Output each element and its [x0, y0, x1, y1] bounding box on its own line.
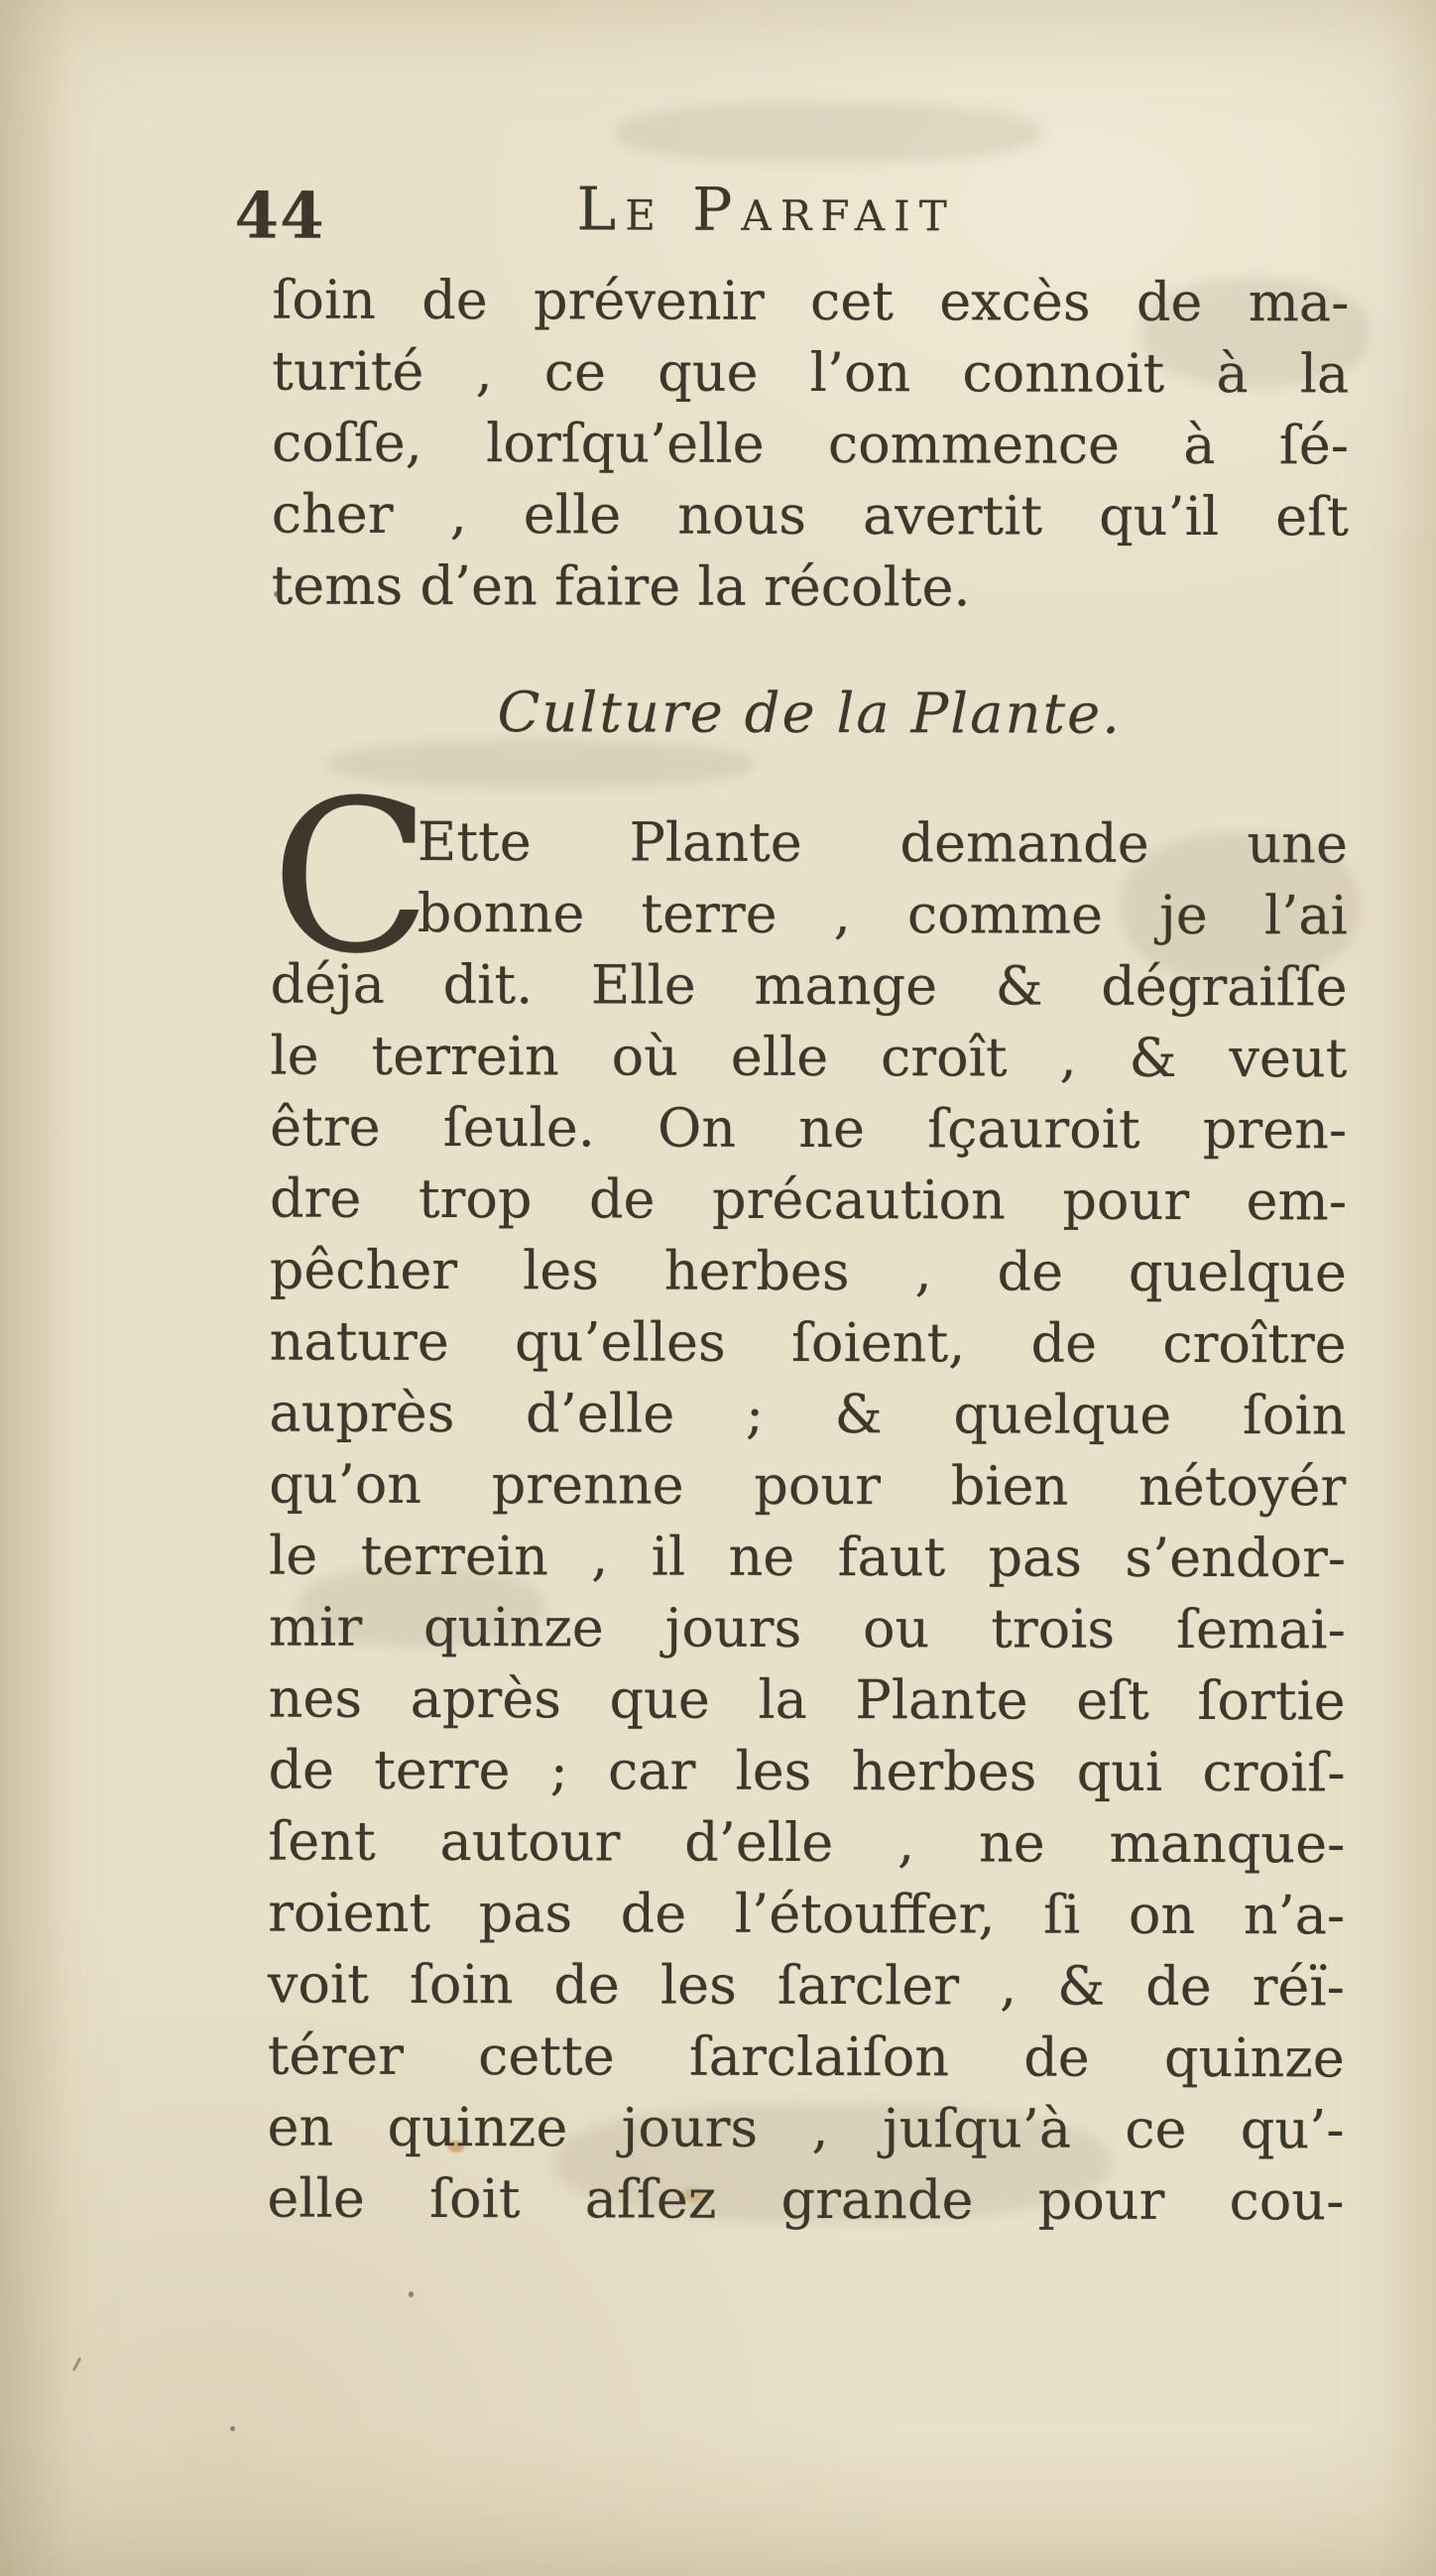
text-line: pêcher les herbes , de quelque — [269, 1238, 1347, 1304]
page-header — [234, 175, 1349, 268]
text-line: tems d’en faire la récolte. — [271, 553, 971, 619]
text-line: le terrein , il ne faut pas s’endor- — [268, 1524, 1347, 1590]
text-line: de terre ; car les herbes qui croiſ- — [268, 1738, 1346, 1804]
text-line: térer cette ſarclaiſon de quinze — [267, 2024, 1345, 2090]
text-line: mir quinze jours ou trois ſemai- — [268, 1595, 1346, 1661]
text-line: être ſeule. On ne ſçauroit pren- — [270, 1095, 1348, 1162]
text-line: roient pas de l’étouffer, ſi on n’a- — [268, 1881, 1346, 1947]
text-line: déja dit. Elle mange & dégraiſſe — [270, 952, 1348, 1019]
text-line: ſoin de prévenir cet excès de ma- — [272, 268, 1350, 334]
text-line: voit ſoin de les ſarcler , & de réï- — [267, 1952, 1346, 2019]
margin-mark — [72, 2357, 82, 2372]
text-line: Ette Plante demande une — [417, 809, 1349, 876]
drop-cap: C — [270, 754, 432, 1001]
text-line: turité , ce que l’on connoit à la — [272, 339, 1350, 406]
text-line: cher , elle nous avertit qu’il eſt — [271, 482, 1349, 549]
running-title: Le Parfait — [576, 175, 956, 246]
text-line: nes après que la Plante eſt ſortie — [268, 1666, 1346, 1733]
text-line: le terrein où elle croît , & veut — [270, 1024, 1348, 1090]
page-number: 44 — [234, 179, 325, 254]
text-block — [234, 175, 1350, 2238]
drop-cap-lines — [418, 806, 1348, 951]
text-line: coſſe, lorſqu’elle commence à ſé- — [271, 411, 1350, 477]
text-line: qu’on prenne pour bien nétoyér — [269, 1452, 1347, 1519]
text-line: elle ſoit aſſez grande pour cou- — [267, 2166, 1345, 2233]
ink-speck — [409, 2291, 414, 2297]
text-line: dre trop de précaution pour em- — [269, 1166, 1348, 1233]
ink-speck — [230, 2426, 235, 2431]
intro-paragraph — [272, 265, 1350, 625]
text-line: bonne terre , comme je l’ai — [417, 881, 1348, 947]
text-line: en quinze jours , juſqu’à ce qu’- — [267, 2095, 1345, 2161]
section-heading: Culture de la Plante. — [497, 680, 1123, 747]
body-paragraph — [267, 754, 1349, 2238]
bleed-through-smudge — [615, 103, 1041, 163]
text-line: nature qu’elles ſoient, de croître — [269, 1309, 1347, 1376]
paragraph-lines — [267, 949, 1347, 2238]
text-line: auprès d’elle ; & quelque ſoin — [269, 1381, 1347, 1447]
text-line: ſent autour d’elle , ne manque- — [268, 1809, 1346, 1876]
